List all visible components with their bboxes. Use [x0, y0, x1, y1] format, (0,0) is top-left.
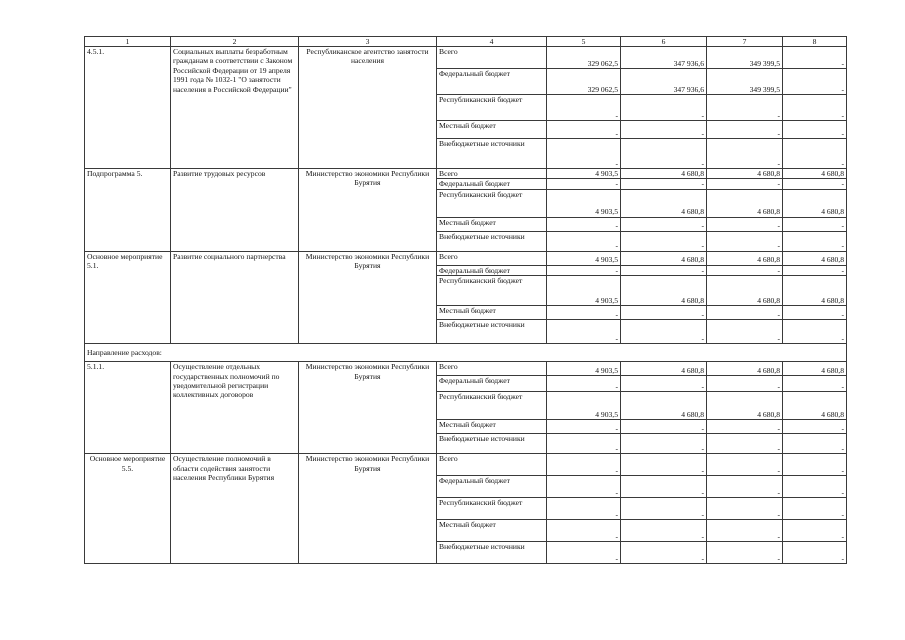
amount-cell: -	[783, 265, 847, 275]
amount-cell: -	[707, 434, 783, 454]
amount-cell: -	[783, 520, 847, 542]
funding-source: Всего	[437, 251, 547, 265]
amount-cell: -	[783, 306, 847, 320]
amount-cell: -	[783, 542, 847, 564]
table-row	[85, 362, 847, 376]
item-code: 4.5.1.	[85, 47, 171, 169]
item-name: Развитие трудовых ресурсов	[171, 169, 299, 252]
amount-cell: 4 903,5	[547, 392, 621, 420]
funding-source: Внебюджетные источники	[437, 139, 547, 169]
amount-cell: -	[547, 320, 621, 344]
funding-source: Республиканский бюджет	[437, 95, 547, 121]
amount-cell: 4 680,8	[707, 189, 783, 217]
amount-cell: -	[621, 320, 707, 344]
amount-cell: 4 903,5	[547, 169, 621, 179]
amount-cell: -	[547, 121, 621, 139]
amount-cell: 4 680,8	[783, 189, 847, 217]
funding-source: Федеральный бюджет	[437, 179, 547, 189]
amount-cell: 4 680,8	[707, 251, 783, 265]
amount-cell: -	[621, 376, 707, 392]
amount-cell: 4 680,8	[707, 169, 783, 179]
item-name: Осуществление полномочий в области содействия занятости населения Республики Бурятия	[171, 454, 299, 564]
funding-table	[84, 36, 847, 564]
funding-source: Всего	[437, 47, 547, 69]
amount-cell: -	[621, 139, 707, 169]
item-executor: Республиканское агентство занятости населения	[299, 47, 437, 169]
amount-cell: -	[621, 420, 707, 434]
funding-source: Республиканский бюджет	[437, 189, 547, 217]
amount-cell: -	[621, 454, 707, 476]
funding-source: Внебюджетные источники	[437, 231, 547, 251]
amount-cell: -	[547, 376, 621, 392]
item-code: Подпрограмма 5.	[85, 169, 171, 252]
amount-cell: -	[783, 217, 847, 231]
item-executor: Министерство экономики Республики Бурятия	[299, 362, 437, 454]
funding-source: Всего	[437, 362, 547, 376]
amount-cell: -	[707, 217, 783, 231]
amount-cell: -	[707, 179, 783, 189]
amount-cell: 4 680,8	[783, 362, 847, 376]
amount-cell: -	[783, 376, 847, 392]
direction-label: Направление расходов:	[85, 344, 847, 362]
amount-cell: -	[621, 179, 707, 189]
amount-cell: 4 680,8	[707, 362, 783, 376]
funding-source: Местный бюджет	[437, 306, 547, 320]
amount-cell: 4 680,8	[621, 362, 707, 376]
amount-cell: -	[547, 520, 621, 542]
amount-cell: -	[783, 434, 847, 454]
amount-cell: -	[707, 542, 783, 564]
amount-cell: 4 680,8	[783, 392, 847, 420]
amount-cell: 4 680,8	[621, 251, 707, 265]
amount-cell: 4 680,8	[783, 169, 847, 179]
item-executor: Министерство экономики Республики Бурятия	[299, 169, 437, 252]
column-number: 4	[437, 37, 547, 47]
item-executor: Министерство экономики Республики Бурятия	[299, 454, 437, 564]
table-row	[85, 251, 847, 265]
amount-cell: -	[783, 121, 847, 139]
funding-source: Республиканский бюджет	[437, 498, 547, 520]
funding-source: Республиканский бюджет	[437, 276, 547, 306]
amount-cell: 349 399,5	[707, 47, 783, 69]
amount-cell: -	[707, 121, 783, 139]
column-number: 5	[547, 37, 621, 47]
direction-row	[85, 344, 847, 362]
amount-cell: -	[621, 231, 707, 251]
amount-cell: -	[547, 265, 621, 275]
column-number-row	[85, 37, 847, 47]
amount-cell: -	[621, 121, 707, 139]
item-code: Основное мероприятие 5.5.	[85, 454, 171, 564]
amount-cell: 329 062,5	[547, 69, 621, 95]
column-number: 3	[299, 37, 437, 47]
amount-cell: 4 903,5	[547, 276, 621, 306]
amount-cell: -	[783, 139, 847, 169]
amount-cell: -	[707, 476, 783, 498]
amount-cell: -	[547, 420, 621, 434]
funding-source: Местный бюджет	[437, 217, 547, 231]
amount-cell: -	[707, 520, 783, 542]
funding-source: Всего	[437, 169, 547, 179]
funding-source: Федеральный бюджет	[437, 69, 547, 95]
amount-cell: 4 903,5	[547, 189, 621, 217]
amount-cell: -	[621, 520, 707, 542]
amount-cell: 4 680,8	[707, 392, 783, 420]
amount-cell: -	[707, 95, 783, 121]
amount-cell: -	[707, 231, 783, 251]
amount-cell: -	[547, 434, 621, 454]
amount-cell: 4 680,8	[621, 392, 707, 420]
amount-cell: -	[547, 306, 621, 320]
item-name: Осуществление отдельных государственных полномочий по уведомительной регистрации коллективных договоров	[171, 362, 299, 454]
amount-cell: -	[707, 320, 783, 344]
item-name: Развитие социального партнерства	[171, 251, 299, 343]
amount-cell: -	[783, 454, 847, 476]
table-row	[85, 169, 847, 179]
amount-cell: -	[621, 306, 707, 320]
amount-cell: -	[547, 542, 621, 564]
table-row	[85, 454, 847, 476]
amount-cell: -	[621, 498, 707, 520]
funding-source: Местный бюджет	[437, 121, 547, 139]
amount-cell: 347 936,6	[621, 69, 707, 95]
amount-cell: 4 680,8	[621, 169, 707, 179]
funding-source: Федеральный бюджет	[437, 476, 547, 498]
amount-cell: -	[707, 420, 783, 434]
amount-cell: -	[783, 420, 847, 434]
amount-cell: 4 903,5	[547, 251, 621, 265]
amount-cell: 4 903,5	[547, 362, 621, 376]
amount-cell: -	[707, 306, 783, 320]
amount-cell: 4 680,8	[707, 276, 783, 306]
item-executor: Министерство экономики Республики Бурятия	[299, 251, 437, 343]
amount-cell: -	[621, 434, 707, 454]
amount-cell: -	[547, 454, 621, 476]
item-code: 5.1.1.	[85, 362, 171, 454]
amount-cell: -	[547, 217, 621, 231]
amount-cell: -	[783, 476, 847, 498]
column-number: 1	[85, 37, 171, 47]
amount-cell: -	[547, 476, 621, 498]
funding-source: Федеральный бюджет	[437, 376, 547, 392]
amount-cell: -	[783, 498, 847, 520]
column-number: 8	[783, 37, 847, 47]
item-code: Основное мероприятие 5.1.	[85, 251, 171, 343]
amount-cell: -	[783, 231, 847, 251]
amount-cell: 4 680,8	[621, 189, 707, 217]
amount-cell: -	[707, 454, 783, 476]
table-row	[85, 47, 847, 69]
column-number: 7	[707, 37, 783, 47]
amount-cell: 4 680,8	[783, 276, 847, 306]
amount-cell: -	[783, 95, 847, 121]
funding-source: Внебюджетные источники	[437, 542, 547, 564]
amount-cell: -	[547, 139, 621, 169]
item-name: Социальных выплаты безработным гражданам в соответствии с Законом Российской Федерации от 19 апреля 1991 года № 1032-1 "О занятости населения в Российской Федерации"	[171, 47, 299, 169]
funding-source: Местный бюджет	[437, 520, 547, 542]
funding-source: Республиканский бюджет	[437, 392, 547, 420]
amount-cell: 4 680,8	[621, 276, 707, 306]
amount-cell: -	[783, 69, 847, 95]
amount-cell: -	[621, 542, 707, 564]
amount-cell: -	[707, 498, 783, 520]
amount-cell: 347 936,6	[621, 47, 707, 69]
amount-cell: -	[783, 320, 847, 344]
amount-cell: -	[547, 95, 621, 121]
amount-cell: -	[621, 265, 707, 275]
column-number: 6	[621, 37, 707, 47]
funding-source: Внебюджетные источники	[437, 320, 547, 344]
amount-cell: -	[547, 179, 621, 189]
amount-cell: 349 399,5	[707, 69, 783, 95]
funding-source: Местный бюджет	[437, 420, 547, 434]
amount-cell: -	[783, 179, 847, 189]
amount-cell: -	[547, 498, 621, 520]
funding-source: Внебюджетные источники	[437, 434, 547, 454]
amount-cell: -	[707, 139, 783, 169]
column-number: 2	[171, 37, 299, 47]
amount-cell: -	[621, 476, 707, 498]
amount-cell: -	[621, 217, 707, 231]
funding-source: Федеральный бюджет	[437, 265, 547, 275]
funding-source: Всего	[437, 454, 547, 476]
amount-cell: -	[707, 376, 783, 392]
amount-cell: -	[783, 47, 847, 69]
amount-cell: 329 062,5	[547, 47, 621, 69]
amount-cell: -	[547, 231, 621, 251]
amount-cell: 4 680,8	[783, 251, 847, 265]
amount-cell: -	[707, 265, 783, 275]
amount-cell: -	[621, 95, 707, 121]
